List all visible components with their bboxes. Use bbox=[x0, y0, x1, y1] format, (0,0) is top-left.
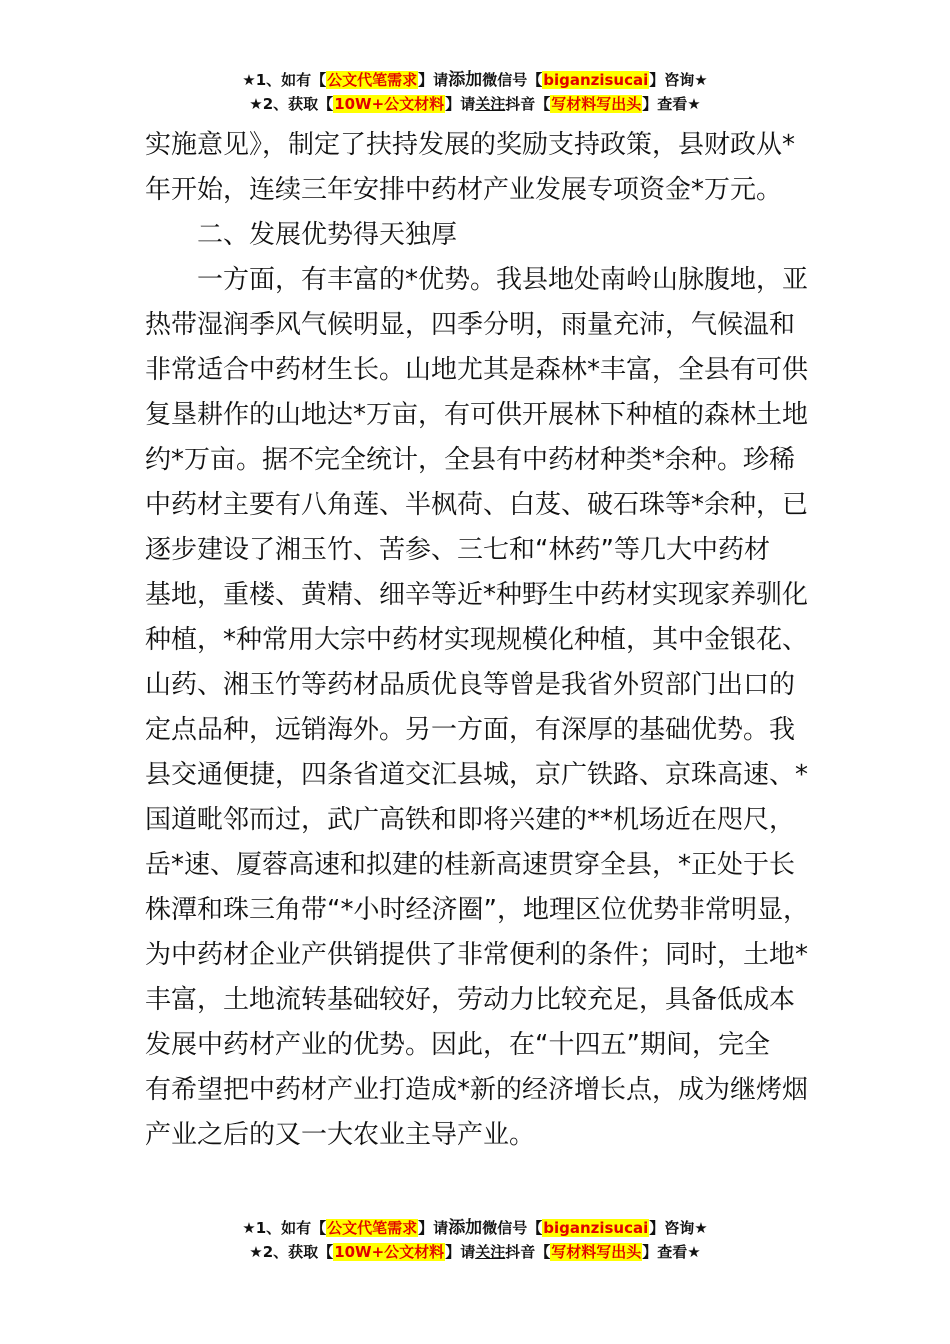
text-line: 约*万亩。据不完全统计，全县有中药材种类*余种。珍稀 bbox=[145, 445, 796, 475]
header-banner bbox=[0, 69, 950, 117]
banner-text: 抖音【 bbox=[505, 1243, 551, 1261]
text-line: 基地，重楼、黄精、细辛等近*种野生中药材实现家养驯化 bbox=[145, 580, 809, 610]
text-line: 种植，*种常用大宗中药材实现规模化种植，其中金银花、 bbox=[145, 625, 809, 655]
banner-highlight: biganzisucai bbox=[543, 71, 649, 89]
text-line: 实施意见》，制定了扶持发展的奖励支持政策，县财政从* bbox=[145, 130, 796, 160]
banner-text: 微信号【 bbox=[482, 1219, 543, 1237]
text-line: 岳*速、厦蓉高速和拟建的桂新高速贯穿全县，*正处于长 bbox=[145, 850, 796, 880]
text-line: 株潭和珠三角带“*小时经济圈”，地理区位优势非常明显， bbox=[145, 895, 809, 925]
banner-emphasis: 添加 bbox=[448, 70, 483, 90]
banner-text: 】请 bbox=[418, 71, 449, 89]
paragraph-advantages bbox=[145, 258, 810, 1158]
banner-emphasis: 关注 bbox=[475, 95, 506, 113]
text-line: 县交通便捷，四条省道交汇县城，京广铁路、京珠高速、* bbox=[145, 760, 809, 790]
banner-text: 】请 bbox=[418, 1219, 449, 1237]
banner-text: 】咨询★ bbox=[649, 71, 708, 89]
text-line: 国道毗邻而过，武广高铁和即将兴建的**机场近在咫尺， bbox=[145, 805, 796, 835]
banner-line-1 bbox=[0, 69, 950, 93]
banner-line-2 bbox=[0, 93, 950, 117]
text-line: 热带湿润季风气候明显，四季分明，雨量充沛，气候温和 bbox=[145, 310, 796, 340]
text-line: 非常适合中药材生长。山地尤其是森林*丰富，全县有可供 bbox=[145, 355, 809, 385]
banner-highlight: 公文代笔需求 bbox=[327, 71, 418, 89]
banner-text: 微信号【 bbox=[482, 71, 543, 89]
banner-text: 抖音【 bbox=[505, 95, 551, 113]
text-line: 年开始，连续三年安排中药材产业发展专项资金*万元。 bbox=[145, 175, 783, 205]
banner-text: 】查看★ bbox=[642, 95, 701, 113]
text-line: 有希望把中药材产业打造成*新的经济增长点，成为继烤烟 bbox=[145, 1075, 809, 1105]
text-line: 产业之后的又一大农业主导产业。 bbox=[145, 1120, 536, 1150]
banner-text: 】咨询★ bbox=[649, 1219, 708, 1237]
banner-line-1 bbox=[0, 1217, 950, 1241]
banner-highlight: biganzisucai bbox=[543, 1219, 649, 1237]
banner-text: ★2、获取【 bbox=[249, 95, 334, 113]
text-line: 中药材主要有八角莲、半枫荷、白芨、破石珠等*余种，已 bbox=[145, 490, 809, 520]
banner-text: 】查看★ bbox=[642, 1243, 701, 1261]
banner-highlight: 10W+公文材料 bbox=[334, 95, 445, 113]
footer-banner bbox=[0, 1217, 950, 1265]
banner-emphasis: 添加 bbox=[448, 1218, 483, 1238]
banner-text: ★2、获取【 bbox=[249, 1243, 334, 1261]
banner-highlight: 公文代笔需求 bbox=[327, 1219, 418, 1237]
section-heading: 二、发展优势得天独厚 bbox=[197, 220, 458, 250]
text-line: 发展中药材产业的优势。因此，在“十四五”期间，完全 bbox=[145, 1030, 770, 1060]
paragraph-continued bbox=[145, 123, 810, 213]
banner-highlight: 写材料写出头 bbox=[551, 1243, 642, 1261]
banner-text: 】请 bbox=[445, 95, 476, 113]
banner-text: ★1、如有【 bbox=[242, 1219, 327, 1237]
text-line: 丰富，土地流转基础较好，劳动力比较充足，具备低成本 bbox=[145, 985, 796, 1015]
document-body bbox=[145, 123, 810, 1158]
banner-highlight: 10W+公文材料 bbox=[334, 1243, 445, 1261]
text-line: 定点品种，远销海外。另一方面，有深厚的基础优势。我 bbox=[145, 715, 796, 745]
text-line: 山药、湘玉竹等药材品质优良等曾是我省外贸部门出口的 bbox=[145, 670, 796, 700]
banner-emphasis: 关注 bbox=[475, 1243, 506, 1261]
text-line: 复垦耕作的山地达*万亩，有可供开展林下种植的森林土地 bbox=[145, 400, 809, 430]
banner-text: 】请 bbox=[445, 1243, 476, 1261]
banner-text: ★1、如有【 bbox=[242, 71, 327, 89]
banner-line-2 bbox=[0, 1241, 950, 1265]
text-line: 逐步建设了湘玉竹、苦参、三七和“林药”等几大中药材 bbox=[145, 535, 770, 565]
banner-highlight: 写材料写出头 bbox=[551, 95, 642, 113]
text-line: 为中药材企业产供销提供了非常便利的条件；同时，土地* bbox=[145, 940, 809, 970]
text-line: 一方面，有丰富的*优势。我县地处南岭山脉腹地，亚 bbox=[197, 265, 809, 295]
